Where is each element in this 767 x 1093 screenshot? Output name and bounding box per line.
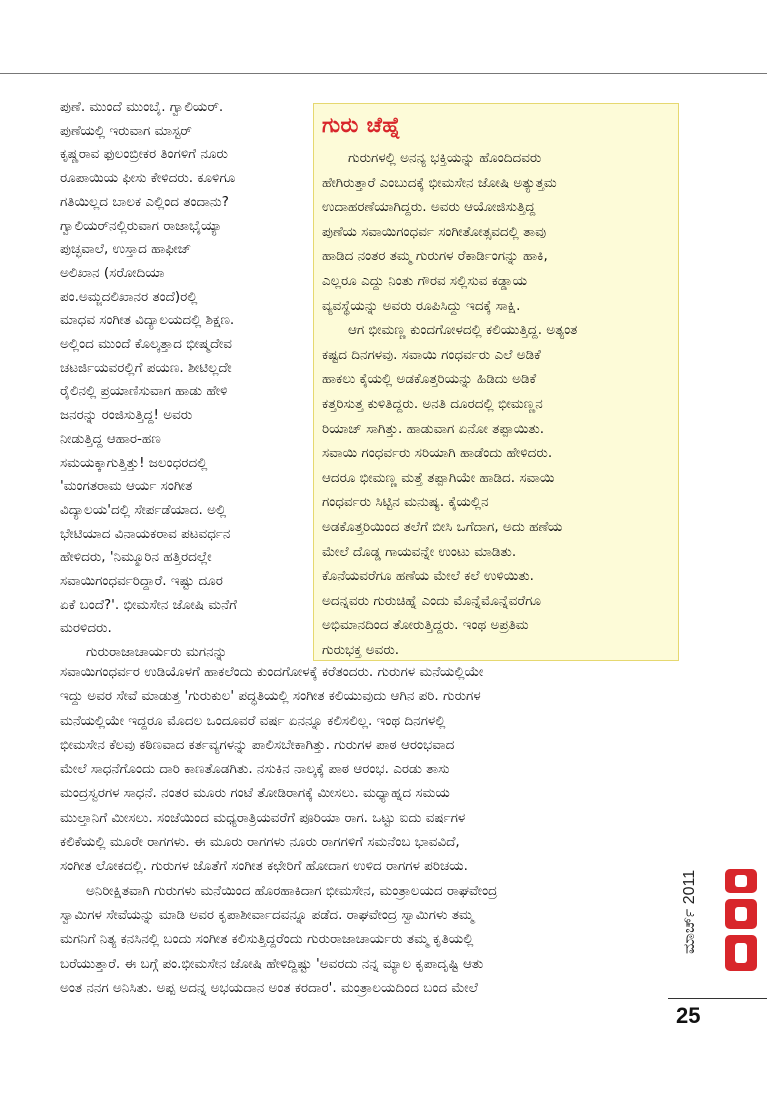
paragraph-line: ಮಾಧವ ಸಂಗೀತ ವಿದ್ಯಾಲಯದಲ್ಲಿ ಶಿಕ್ಷಣ. [60, 312, 235, 329]
paragraph-line: ಸವಾಯಿಗಂಧರ್ವರಿದ್ದಾರೆ. ಇಷ್ಟು ದೂರ [60, 573, 223, 590]
paragraph-line: ಮುಲ್ತಾನಿಗೆ ಮೀಸಲು. ಸಂಜೆಯಿಂದ ಮಧ್ಯರಾತ್ರಿಯವರೆಗೆ ಪೂರಿಯಾ ರಾಗ. ಒಟ್ಟು ಐದು ವರ್ಷಗಳ [60, 809, 466, 826]
paragraph-line: ಪುಣೆಯಲ್ಲಿ ಇರುವಾಗ ಮಾಸ್ಟರ್ [60, 122, 192, 139]
paragraph-line: ಗ್ವಾಲಿಯರ್‌ನಲ್ಲಿರುವಾಗ ರಾಜಾಭೈಯ್ಯಾ [60, 217, 223, 234]
sidebar-line: ಕತ್ತರಿಸುತ್ತ ಕುಳಿತಿದ್ದರು. ಅನತಿ ದೂರದಲ್ಲಿ ಭೀಮಣ್ಣನ [322, 395, 543, 412]
paragraph-line: ರೈಲಿನಲ್ಲಿ ಪ್ರಯಾಣಿಸುವಾಗ ಹಾಡು ಹೇಳಿ [60, 383, 228, 400]
paragraph-line: ಮರಳಿದರು. [60, 620, 112, 637]
sidebar-line: ಗುರುಗಳಲ್ಲಿ ಅನನ್ಯ ಭಕ್ತಿಯನ್ನು ಹೊಂದಿದವರು [348, 150, 542, 166]
paragraph-line: ಇದ್ದು ಅವರ ಸೇವೆ ಮಾಡುತ್ತ 'ಗುರುಕುಲ' ಪದ್ಧತಿಯಲ್ಲಿ ಸಂಗೀತ ಕಲಿಯುವುದು ಆಗಿನ ಪರಿ. ಗುರುಗಳ [60, 688, 481, 705]
sidebar-line: ಎಲ್ಲರೂ ಎದ್ದು ನಿಂತು ಗೌರವ ಸಲ್ಲಿಸುವ ಕಡ್ಡಾಯ [322, 272, 528, 289]
paragraph-line: ಕೃಷ್ಣರಾವ ಫುಲಂಬ್ರೀಕರ ತಿಂಗಳಿಗೆ ನೂರು [60, 146, 228, 163]
paragraph-line: ಅನಿರೀಕ್ಷಿತವಾಗಿ ಗುರುಗಳು ಮನೆಯಿಂದ ಹೊರಹಾಕಿದಾಗ ಭೀಮಸೇನ, ಮಂತ್ರಾಲಯದ ರಾಘವೇಂದ್ರ [86, 882, 498, 899]
paragraph-line: ಸಂಗೀತ ಲೋಕದಲ್ಲಿ. ಗುರುಗಳ ಜೊತೆಗೆ ಸಂಗೀತ ಕಛೇರಿಗೆ ಹೋದಾಗ ಉಳಿದ ರಾಗಗಳ ಪರಿಚಯ. [60, 858, 468, 875]
magazine-logo-icon [721, 865, 761, 975]
paragraph-line: ಮೇಲೆ ಸಾಧನೆಗೊಂದು ದಾರಿ ಕಾಣತೊಡಗಿತು. ನಸುಕಿನ ನಾಲ್ಕಕ್ಕೆ ಪಾಠ ಆರಂಭ. ಎರಡು ತಾಸು [60, 761, 450, 778]
paragraph-line: ಏಕೆ ಬಂದೆ?'. ಭೀಮಸೇನ ಜೋಷಿ ಮನೆಗೆ [60, 596, 237, 613]
page-number: 25 [676, 1003, 701, 1028]
sidebar-line: ಅಡಕೊತ್ತರಿಯಿಂದ ತಲೆಗೆ ಬೀಸಿ ಒಗೆದಾಗ, ಅದು ಹಣೆಯ [322, 518, 563, 535]
paragraph-line: ಹೇಳಿದರು, 'ನಿಮ್ಮೂರಿನ ಹತ್ತಿರದಲ್ಲೇ [60, 549, 212, 566]
paragraph-line: ಸ್ವಾಮಿಗಳ ಸೇವೆಯನ್ನು ಮಾಡಿ ಅವರ ಕೃಪಾಶೀರ್ವಾದವನ್ನೂ ಪಡೆದ. ರಾಘವೇಂದ್ರ ಸ್ವಾಮಿಗಳು ತಮ್ಮ [60, 906, 474, 923]
paragraph-line: ಕಲಿಕೆಯಲ್ಲಿ ಮೂರೇ ರಾಗಗಳು. ಈ ಮೂರು ರಾಗಗಳು ನೂರು ರಾಗಗಳಿಗೆ ಸಮನೆಂಬ ಭಾವವಿದೆ, [60, 834, 460, 851]
paragraph-line: ಪುಣೆ. ಮುಂದೆ ಮುಂಬೈ. ಗ್ವಾಲಿಯರ್. [60, 99, 224, 115]
paragraph-line: ಗತಿಯಿಲ್ಲದ ಬಾಲಕ ಎಲ್ಲಿಂದ ತಂದಾನು? [60, 193, 229, 210]
sidebar-box [313, 103, 679, 661]
sidebar-title: ಗುರು ಚೆಹ್ನೆ [322, 113, 402, 137]
sidebar-line: ಪುಣೆಯ ಸವಾಯಿಗಂಧರ್ವ ಸಂಗೀತೋತ್ಸವದಲ್ಲಿ ತಾವು [322, 223, 547, 240]
sidebar-line: ಕೊನೆಯವರೆಗೂ ಹಣೆಯ ಮೇಲೆ ಕಲೆ ಉಳಿಯಿತು. [322, 568, 534, 585]
sidebar-body [322, 146, 678, 662]
paragraph-line: ಬರೆಯುತ್ತಾರೆ. ಈ ಬಗ್ಗೆ ಪಂ.ಭೀಮಸೇನ ಜೋಷಿ ಹೇಳಿದ್ದಿಷ್ಟು 'ಅವರದು ನನ್ನ ಮ್ಯಾಲ ಕೃಪಾದೃಷ್ಟಿ ಆತು [60, 955, 484, 972]
paragraph-line: ಮಂದ್ರಸ್ವರಗಳ ಸಾಧನೆ. ನಂತರ ಮೂರು ಗಂಟೆ ತೋಡಿರಾಗಕ್ಕೆ ಮೀಸಲು. ಮಧ್ಯಾಹ್ನದ ಸಮಯ [60, 785, 450, 802]
footer-rule [668, 998, 767, 999]
left-column [60, 96, 310, 665]
paragraph-line: ವಿದ್ಯಾಲಯ'ದಲ್ಲಿ ಸೇರ್ಪಡೆಯಾದ. ಅಲ್ಲಿ [60, 501, 227, 518]
sidebar-line: ಉದಾಹರಣೆಯಾಗಿದ್ದರು. ಅವರು ಆಯೋಜಿಸುತ್ತಿದ್ದ [322, 199, 536, 216]
sidebar-line: ಗಂಧರ್ವರು ಸಿಟ್ಟಿನ ಮನುಷ್ಯ. ಕೈಯಲ್ಲಿನ [322, 494, 489, 511]
top-rule [0, 73, 767, 74]
paragraph-line: 'ಮಂಗತರಾಮ ಆರ್ಯ ಸಂಗೀತ [60, 478, 193, 495]
paragraph-line: ಪುಚ್ಛವಾಲೆ, ಉಸ್ತಾದ ಹಾಫೀಜ್ [60, 241, 192, 258]
paragraph-line: ಅಲಿಖಾನ (ಸರೋದಿಯಾ [60, 264, 165, 281]
sidebar-line: ಹೇಗಿರುತ್ತಾರೆ ಎಂಬುದಕ್ಕೆ ಭೀಮಸೇನ ಜೋಷಿ ಅತ್ಯುತ್ತಮ [322, 174, 557, 191]
paragraph-line: ಅಂತ ನನಗ ಅನಿಸಿತು. ಅಪ್ಪ ಅದನ್ನ ಅಭಯದಾನ ಅಂತ ಕರದಾರ'. ಮಂತ್ರಾಲಯದಿಂದ ಬಂದ ಮೇಲೆ [60, 979, 478, 996]
full-width-text [60, 660, 660, 1000]
paragraph-line: ಚಟರ್ಜಿಯವರಲ್ಲಿಗೆ ಪಯಣ. ಶೀಟಿಲ್ಲದೇ [60, 359, 232, 376]
sidebar-line: ಅಭಿಮಾನದಿಂದ ತೋರುತ್ತಿದ್ದರು. ಇಂಥ ಅಪ್ರತಿಮ [322, 617, 529, 634]
paragraph-line: ಮನೆಯಲ್ಲಿಯೇ ಇದ್ದರೂ ಮೊದಲ ಒಂದೂವರೆ ವರ್ಷ ಏನನ್ನೂ ಕಲಿಸಲಿಲ್ಲ. ಇಂಥ ದಿನಗಳಲ್ಲಿ [60, 712, 446, 729]
paragraph-line: ಪಂ.ಅಮ್ಜದಲಿಖಾನರ ತಂದೆ)ರಲ್ಲಿ [60, 288, 198, 305]
issue-date: ಮಾರ್ಚ್ 2011 [681, 870, 698, 955]
sidebar-line: ಗುರುಭಕ್ತ ಅವರು. [322, 641, 400, 658]
paragraph-line: ಜನರನ್ನು ರಂಜಿಸುತ್ತಿದ್ದ! ಅವರು [60, 407, 193, 424]
paragraph-line: ಸಮಯಕ್ಕಾಗುತ್ತಿತ್ತು! ಜಲಂಧರದಲ್ಲಿ [60, 454, 208, 471]
paragraph-line: ಗುರುರಾಜಾಚಾರ್ಯರು ಮಗನನ್ನು [86, 644, 228, 661]
paragraph-line: ಸವಾಯಿಗಂಧರ್ವರ ಉಡಿಯೊಳಗೆ ಹಾಕಲೆಂದು ಕುಂದಗೋಳಕ್ಕೆ ಕರೆತಂದರು. ಗುರುಗಳ ಮನೆಯಲ್ಲಿಯೇ [60, 664, 484, 680]
sidebar-line: ವ್ಯವಸ್ಥೆಯನ್ನು ಅವರು ರೂಪಿಸಿದ್ದು ಇದಕ್ಕೆ ಸಾಕ್ಷಿ. [322, 297, 521, 314]
sidebar-line: ಅದನ್ನವರು ಗುರುಚಿಹ್ನೆ ಎಂದು ಮೊನ್ನೆಮೊನ್ನೆವರೆಗೂ [322, 592, 542, 609]
masthead-logo [718, 870, 763, 970]
sidebar-line: ಆಗ ಭೀಮಣ್ಣ ಕುಂದಗೋಳದಲ್ಲಿ ಕಲಿಯುತ್ತಿದ್ದ. ಅತ್ಯಂತ [348, 322, 578, 339]
paragraph-line: ರೂಪಾಯಿಯ ಫೀಸು ಕೇಳಿದರು. ಕೂಳಿಗೂ [60, 170, 236, 187]
sidebar-line: ಕಷ್ಟದ ದಿನಗಳವು. ಸವಾಯಿ ಗಂಧರ್ವರು ಎಲೆ ಅಡಿಕೆ [322, 346, 541, 363]
sidebar-line: ರಿಯಾಜ್ ಸಾಗಿತ್ತು. ಹಾಡುವಾಗ ಏನೋ ತಪ್ಪಾಯಿತು. [322, 420, 545, 437]
sidebar-line: ಮೇಲೆ ದೊಡ್ಡ ಗಾಯವನ್ನೇ ಉಂಟು ಮಾಡಿತು. [322, 543, 517, 560]
sidebar-line: ಸವಾಯಿ ಗಂಧರ್ವರು ಸರಿಯಾಗಿ ಹಾಡೆಂದು ಹೇಳಿದರು. [322, 445, 553, 462]
paragraph-line: ಭೇಟಿಯಾದ ವಿನಾಯಕರಾವ ಪಟವರ್ಧನ [60, 525, 231, 542]
paragraph-line: ನೀಡುತ್ತಿದ್ದ ಆಹಾರ-ಹಣ [60, 430, 161, 447]
sidebar-line: ಆದರೂ ಭೀಮಣ್ಣ ಮತ್ತೆ ತಪ್ಪಾಗಿಯೇ ಹಾಡಿದ. ಸವಾಯಿ [322, 469, 555, 486]
sidebar-line: ಹಾಡಿದ ನಂತರ ತಮ್ಮ ಗುರುಗಳ ರೆಕಾರ್ಡಿಂಗನ್ನು ಹಾಕಿ, [322, 248, 548, 265]
paragraph-line: ಭೀಮಸೇನ ಕೆಲವು ಕಠಿಣವಾದ ಕರ್ತವ್ಯಗಳನ್ನು ಪಾಲಿಸಬೇಕಾಗಿತ್ತು. ಗುರುಗಳ ಪಾಠ ಆರಂಭವಾದ [60, 736, 455, 753]
paragraph-line: ಅಲ್ಲಿಂದ ಮುಂದೆ ಕೊಲ್ಕತ್ತಾದ ಭೀಷ್ಮದೇವ [60, 336, 232, 353]
paragraph-line: ಮಗನಿಗೆ ನಿತ್ಯ ಕನಸಿನಲ್ಲಿ ಬಂದು ಸಂಗೀತ ಕಲಿಸುತ್ತಿದ್ದರೆಂದು ಗುರುರಾಜಾಚಾರ್ಯರು ತಮ್ಮ ಕೃತಿಯಲ್ಲಿ [60, 931, 474, 948]
sidebar-line: ಹಾಕಲು ಕೈಯಲ್ಲಿ ಅಡಕೊತ್ತರಿಯನ್ನು ಹಿಡಿದು ಅಡಿಕೆ [322, 371, 537, 388]
